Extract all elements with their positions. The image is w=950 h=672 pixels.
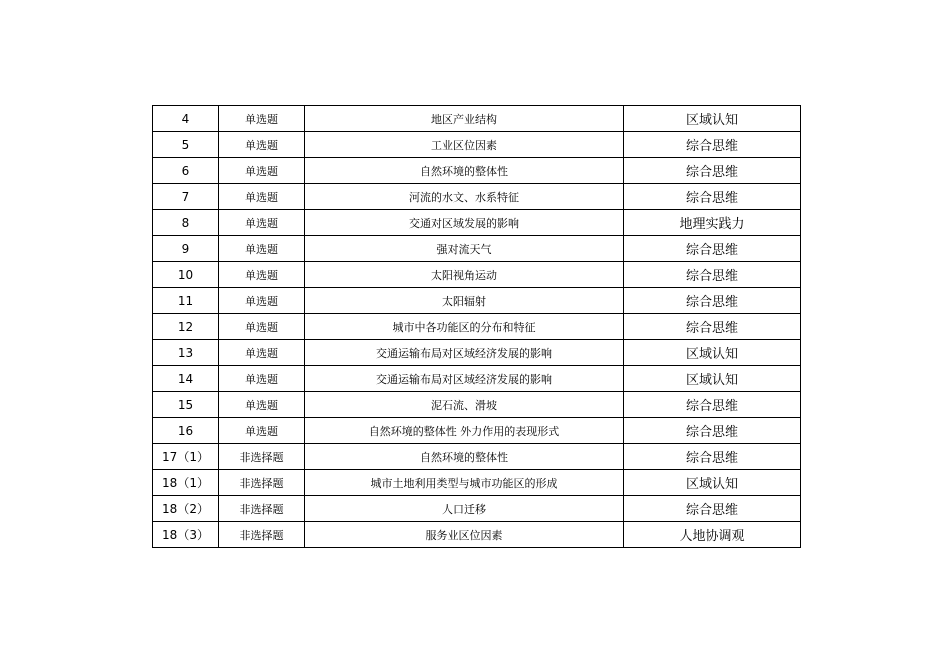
question-number: 11 bbox=[153, 288, 219, 314]
core-literacy: 综合思维 bbox=[624, 418, 801, 444]
table-row bbox=[153, 496, 801, 522]
question-type: 单选题 bbox=[219, 392, 305, 418]
question-number: 4 bbox=[153, 106, 219, 132]
table-row bbox=[153, 184, 801, 210]
question-type: 非选择题 bbox=[219, 522, 305, 548]
knowledge-point: 城市土地利用类型与城市功能区的形成 bbox=[305, 470, 624, 496]
table-row bbox=[153, 470, 801, 496]
question-type: 非选择题 bbox=[219, 496, 305, 522]
core-literacy: 区域认知 bbox=[624, 366, 801, 392]
question-number: 6 bbox=[153, 158, 219, 184]
table-row bbox=[153, 392, 801, 418]
question-number: 12 bbox=[153, 314, 219, 340]
core-literacy: 综合思维 bbox=[624, 262, 801, 288]
question-number: 10 bbox=[153, 262, 219, 288]
question-ability-table bbox=[152, 105, 801, 548]
question-type: 单选题 bbox=[219, 340, 305, 366]
knowledge-point: 城市中各功能区的分布和特征 bbox=[305, 314, 624, 340]
question-type: 单选题 bbox=[219, 262, 305, 288]
table-row bbox=[153, 132, 801, 158]
knowledge-point: 交通运输布局对区域经济发展的影响 bbox=[305, 366, 624, 392]
question-type: 非选择题 bbox=[219, 444, 305, 470]
core-literacy: 区域认知 bbox=[624, 470, 801, 496]
knowledge-point: 太阳视角运动 bbox=[305, 262, 624, 288]
table-row bbox=[153, 418, 801, 444]
knowledge-point: 自然环境的整体性 bbox=[305, 444, 624, 470]
knowledge-point: 地区产业结构 bbox=[305, 106, 624, 132]
knowledge-point: 河流的水文、水系特征 bbox=[305, 184, 624, 210]
table-row bbox=[153, 210, 801, 236]
table-row bbox=[153, 288, 801, 314]
question-type: 非选择题 bbox=[219, 470, 305, 496]
knowledge-point: 强对流天气 bbox=[305, 236, 624, 262]
knowledge-point: 泥石流、滑坡 bbox=[305, 392, 624, 418]
core-literacy: 人地协调观 bbox=[624, 522, 801, 548]
question-number: 17（1） bbox=[153, 444, 219, 470]
question-number: 13 bbox=[153, 340, 219, 366]
table-row bbox=[153, 366, 801, 392]
core-literacy: 综合思维 bbox=[624, 288, 801, 314]
question-number: 14 bbox=[153, 366, 219, 392]
question-type: 单选题 bbox=[219, 418, 305, 444]
core-literacy: 综合思维 bbox=[624, 496, 801, 522]
table-row bbox=[153, 444, 801, 470]
core-literacy: 综合思维 bbox=[624, 392, 801, 418]
core-literacy: 区域认知 bbox=[624, 340, 801, 366]
question-type: 单选题 bbox=[219, 132, 305, 158]
knowledge-point: 人口迁移 bbox=[305, 496, 624, 522]
question-number: 18（1） bbox=[153, 470, 219, 496]
question-number: 16 bbox=[153, 418, 219, 444]
question-number: 5 bbox=[153, 132, 219, 158]
table-row bbox=[153, 106, 801, 132]
knowledge-point: 服务业区位因素 bbox=[305, 522, 624, 548]
knowledge-point: 交通对区域发展的影响 bbox=[305, 210, 624, 236]
question-number: 18（3） bbox=[153, 522, 219, 548]
question-type: 单选题 bbox=[219, 236, 305, 262]
knowledge-point: 自然环境的整体性 外力作用的表现形式 bbox=[305, 418, 624, 444]
knowledge-point: 工业区位因素 bbox=[305, 132, 624, 158]
core-literacy: 地理实践力 bbox=[624, 210, 801, 236]
question-type: 单选题 bbox=[219, 158, 305, 184]
table-row bbox=[153, 158, 801, 184]
question-number: 15 bbox=[153, 392, 219, 418]
table-row bbox=[153, 522, 801, 548]
question-number: 8 bbox=[153, 210, 219, 236]
question-number: 7 bbox=[153, 184, 219, 210]
question-type: 单选题 bbox=[219, 106, 305, 132]
table-row bbox=[153, 262, 801, 288]
core-literacy: 综合思维 bbox=[624, 314, 801, 340]
core-literacy: 综合思维 bbox=[624, 236, 801, 262]
knowledge-point: 太阳辐射 bbox=[305, 288, 624, 314]
table-row bbox=[153, 236, 801, 262]
question-number: 9 bbox=[153, 236, 219, 262]
core-literacy: 区域认知 bbox=[624, 106, 801, 132]
question-type: 单选题 bbox=[219, 288, 305, 314]
question-type: 单选题 bbox=[219, 184, 305, 210]
question-type: 单选题 bbox=[219, 210, 305, 236]
question-type: 单选题 bbox=[219, 314, 305, 340]
knowledge-point: 交通运输布局对区域经济发展的影响 bbox=[305, 340, 624, 366]
question-type: 单选题 bbox=[219, 366, 305, 392]
core-literacy: 综合思维 bbox=[624, 132, 801, 158]
question-number: 18（2） bbox=[153, 496, 219, 522]
core-literacy: 综合思维 bbox=[624, 158, 801, 184]
core-literacy: 综合思维 bbox=[624, 184, 801, 210]
knowledge-point: 自然环境的整体性 bbox=[305, 158, 624, 184]
table-row bbox=[153, 314, 801, 340]
core-literacy: 综合思维 bbox=[624, 444, 801, 470]
table-row bbox=[153, 340, 801, 366]
